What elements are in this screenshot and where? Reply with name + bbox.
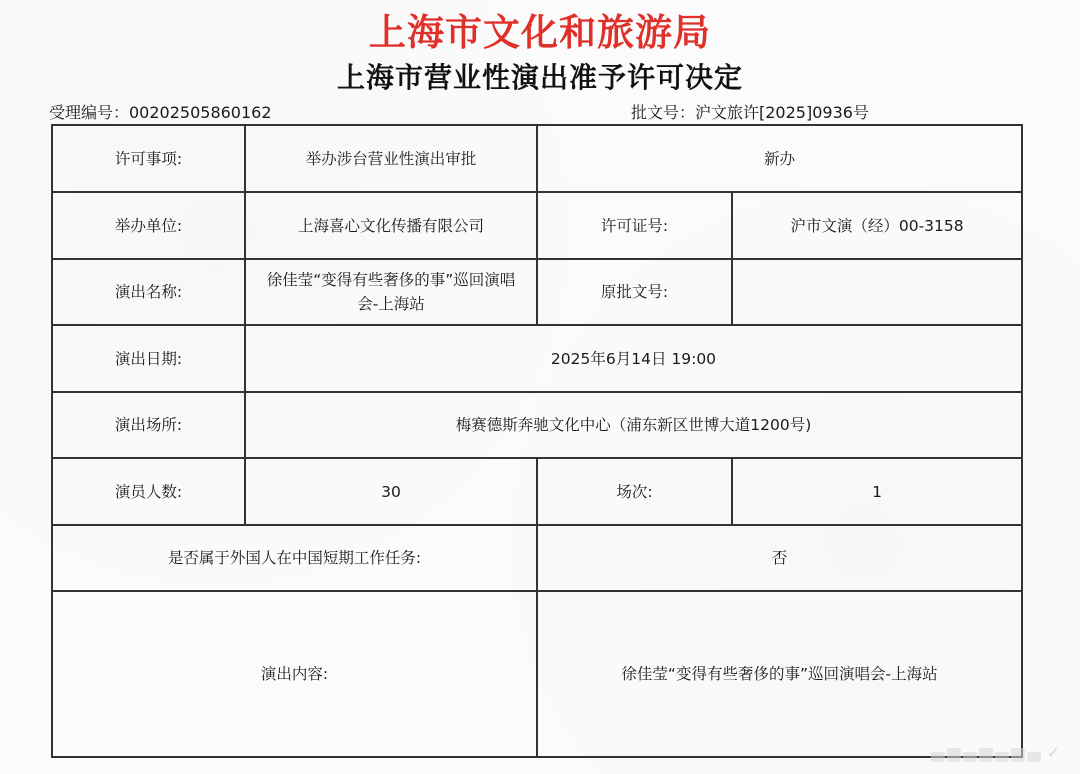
performers-value: 30 xyxy=(381,482,401,501)
original-approval-value xyxy=(733,260,1021,324)
organizer-label: 举办单位: xyxy=(114,216,183,235)
document-title: 上海市营业性演出准予许可决定 xyxy=(336,61,743,94)
foreigner-task-value: 否 xyxy=(771,549,788,567)
original-approval-label: 原批文号: xyxy=(600,283,669,301)
show-name-value: 徐佳莹“变得有些奢侈的事”巡回演唱会-上海站 xyxy=(266,271,516,313)
performers-label: 演员人数: xyxy=(114,482,183,501)
venue-label: 演出场所: xyxy=(114,416,183,434)
license-label: 许可证号: xyxy=(600,216,669,235)
platform-watermark-icon: ✓ xyxy=(931,743,1060,762)
venue-value: 梅赛德斯奔驰文化中心（浦东新区世博大道1200号) xyxy=(455,416,812,434)
content-value: 徐佳莹“变得有些奢侈的事”巡回演唱会-上海站 xyxy=(621,665,938,683)
sessions-label: 场次: xyxy=(616,482,653,501)
approval-number: 批文号：沪文旅许[2025]0936号 xyxy=(631,103,869,122)
license-value: 沪市文演（经）00-3158 xyxy=(790,216,964,235)
date-value: 2025年6月14日 19:00 xyxy=(550,349,717,368)
permit-item-value: 举办涉台营业性演出审批 xyxy=(305,149,477,168)
date-label: 演出日期: xyxy=(114,349,183,368)
foreigner-task-label: 是否属于外国人在中国短期工作任务: xyxy=(167,549,422,567)
acceptance-number: 受理编号：00202505860162 xyxy=(49,103,272,122)
sessions-value: 1 xyxy=(872,482,882,501)
show-name-label: 演出名称: xyxy=(114,283,183,301)
permit-type-value: 新办 xyxy=(763,149,795,168)
content-label: 演出内容: xyxy=(260,665,329,683)
permit-item-label: 许可事项: xyxy=(114,149,183,168)
organizer-value: 上海喜心文化传播有限公司 xyxy=(297,216,484,235)
issuer-heading: 上海市文化和旅游局 xyxy=(369,11,711,54)
